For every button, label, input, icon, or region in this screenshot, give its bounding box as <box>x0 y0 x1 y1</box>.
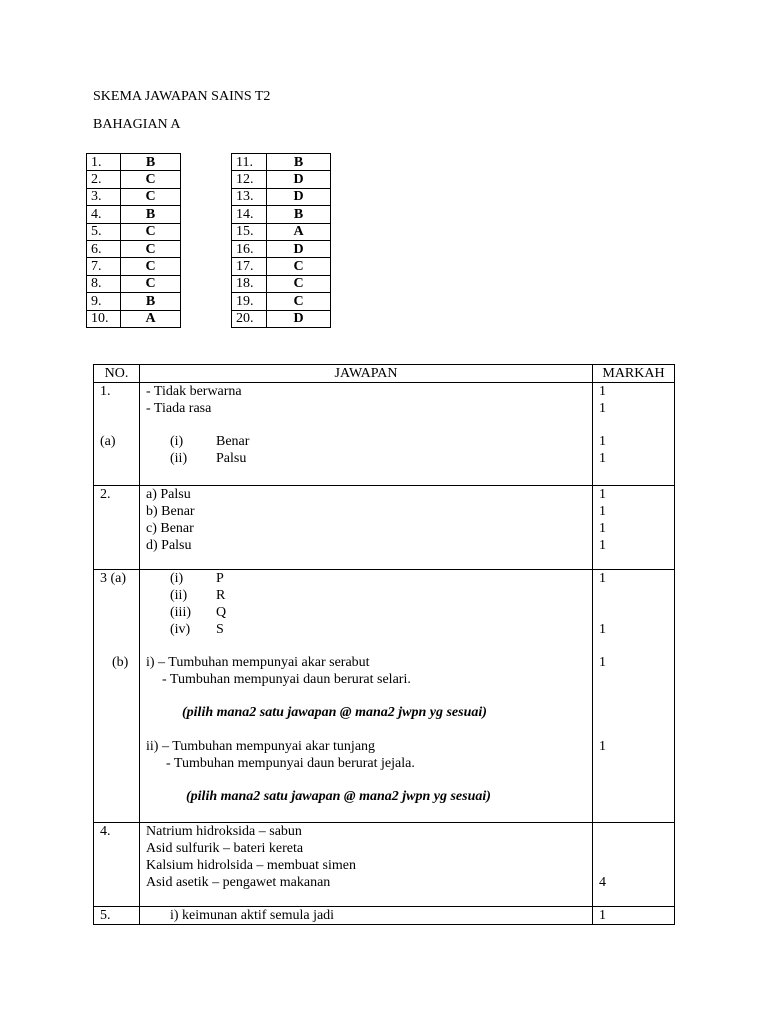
mcq-row <box>232 171 331 188</box>
mcq-answer-table-right <box>231 153 331 328</box>
mcq-row <box>87 171 181 188</box>
q3-note-2: (pilih mana2 satu jawapan @ mana2 jwpn yg sesuai) <box>186 789 491 804</box>
table-row-q2 <box>94 486 675 570</box>
header-marks: MARKAH <box>593 365 675 383</box>
mcq-row <box>87 275 181 292</box>
mcq-answer-letter: A <box>267 223 331 240</box>
mcq-row <box>87 240 181 257</box>
q4-line-3: Kalsium hidrolsida – membuat simen <box>146 858 356 873</box>
q3-mark-3: 1 <box>599 655 606 670</box>
mcq-row <box>232 240 331 257</box>
mcq-row <box>87 310 181 327</box>
q3-a-ii-answer: R <box>216 588 226 603</box>
q3-a-iv-answer: S <box>216 622 224 637</box>
mcq-row <box>232 293 331 310</box>
mcq-question-number: 10. <box>87 310 121 327</box>
q3-a-iv-label: (iv) <box>170 622 191 637</box>
mcq-question-number: 3. <box>87 188 121 205</box>
mcq-question-number: 4. <box>87 206 121 223</box>
q1-sub-a: (a) <box>100 434 116 449</box>
mcq-answer-letter: C <box>267 258 331 275</box>
header-answer: JAWAPAN <box>140 365 593 383</box>
mcq-answer-letter: C <box>121 275 181 292</box>
mcq-question-number: 12. <box>232 171 267 188</box>
mcq-answer-letter: C <box>121 240 181 257</box>
mcq-row <box>232 154 331 171</box>
q3-note-1: (pilih mana2 satu jawapan @ mana2 jwpn yg sesuai) <box>182 705 487 720</box>
q2-line-a: a) Palsu <box>146 487 191 502</box>
q3-a-i-label: (i) <box>170 571 184 586</box>
mcq-row <box>232 310 331 327</box>
q2-number: 2. <box>100 487 111 502</box>
q2-mark-4: 1 <box>599 538 606 553</box>
mcq-question-number: 17. <box>232 258 267 275</box>
q3-a-ii-label: (ii) <box>170 588 188 603</box>
q1-mark-2: 1 <box>599 401 606 416</box>
q3-a-iii-label: (iii) <box>170 605 191 620</box>
mcq-row <box>87 206 181 223</box>
section-heading: BAHAGIAN A <box>93 117 181 132</box>
table-row-q4 <box>94 823 675 907</box>
q1-mark-4: 1 <box>599 451 606 466</box>
mcq-row <box>232 258 331 275</box>
q3-b-ii-line-2: - Tumbuhan mempunyai daun berurat jejala. <box>166 756 415 771</box>
q3-mark-1: 1 <box>599 571 606 586</box>
q3-b-ii-line-1: ii) – Tumbuhan mempunyai akar tunjang <box>146 739 376 754</box>
mcq-answer-letter: D <box>267 310 331 327</box>
mcq-question-number: 16. <box>232 240 267 257</box>
mcq-row <box>232 223 331 240</box>
mcq-row <box>87 258 181 275</box>
answer-scheme-table <box>93 364 675 925</box>
mcq-answer-letter: D <box>267 188 331 205</box>
mcq-answer-table-left <box>86 153 181 328</box>
document-title: SKEMA JAWAPAN SAINS T2 <box>93 89 271 104</box>
q2-mark-3: 1 <box>599 521 606 536</box>
mcq-row <box>232 275 331 292</box>
mcq-question-number: 2. <box>87 171 121 188</box>
q2-line-c: c) Benar <box>146 521 194 536</box>
mcq-row <box>87 154 181 171</box>
mcq-answer-letter: C <box>121 171 181 188</box>
mcq-question-number: 18. <box>232 275 267 292</box>
mcq-answer-letter: B <box>267 154 331 171</box>
q3-a-iii-answer: Q <box>216 605 227 620</box>
mcq-question-number: 5. <box>87 223 121 240</box>
q3-b-i-line-1: i) – Tumbuhan mempunyai akar serabut <box>146 655 370 670</box>
q2-line-d: d) Palsu <box>146 538 192 553</box>
mcq-question-number: 11. <box>232 154 267 171</box>
q2-line-b: b) Benar <box>146 504 195 519</box>
q4-line-4: Asid asetik – pengawet makanan <box>146 875 331 890</box>
mcq-question-number: 14. <box>232 206 267 223</box>
q1-number: 1. <box>100 384 111 399</box>
q1-a-i-label: (i) <box>170 434 184 449</box>
mcq-question-number: 19. <box>232 293 267 310</box>
q5-line-1: i) keimunan aktif semula jadi <box>170 908 335 923</box>
mcq-answer-letter: C <box>267 293 331 310</box>
q3-mark-2: 1 <box>599 622 606 637</box>
table-row-q3 <box>94 570 675 823</box>
mcq-question-number: 7. <box>87 258 121 275</box>
mcq-answer-letter: D <box>267 240 331 257</box>
mcq-answer-letter: C <box>121 188 181 205</box>
q4-line-1: Natrium hidroksida – sabun <box>146 824 302 839</box>
q4-line-2: Asid sulfurik – bateri kereta <box>146 841 304 856</box>
mcq-answer-letter: B <box>121 206 181 223</box>
q1-a-ii-answer: Palsu <box>216 451 247 466</box>
table-row-q1 <box>94 383 675 486</box>
q2-mark-2: 1 <box>599 504 606 519</box>
q3-mark-4: 1 <box>599 739 606 754</box>
mcq-row <box>87 188 181 205</box>
mcq-question-number: 6. <box>87 240 121 257</box>
mcq-question-number: 9. <box>87 293 121 310</box>
q5-mark: 1 <box>599 908 606 923</box>
header-no: NO. <box>94 365 140 383</box>
mcq-answer-letter: C <box>121 223 181 240</box>
mcq-row <box>87 223 181 240</box>
q1-mark-3: 1 <box>599 434 606 449</box>
q3-number: 3 (a) <box>100 571 127 586</box>
table-row-q5 <box>94 907 675 925</box>
q1-a-ii-label: (ii) <box>170 451 188 466</box>
mcq-question-number: 1. <box>87 154 121 171</box>
mcq-answer-letter: C <box>121 258 181 275</box>
q4-number: 4. <box>100 824 111 839</box>
mcq-question-number: 15. <box>232 223 267 240</box>
mcq-row <box>87 293 181 310</box>
q3-a-i-answer: P <box>216 571 224 586</box>
q1-line-1: - Tidak berwarna <box>146 384 242 399</box>
q3-b-i-line-2: - Tumbuhan mempunyai daun berurat selari. <box>162 672 411 687</box>
mcq-answer-letter: C <box>267 275 331 292</box>
q4-mark: 4 <box>599 875 606 890</box>
q1-line-2: - Tiada rasa <box>146 401 212 416</box>
mcq-question-number: 20. <box>232 310 267 327</box>
mcq-answer-letter: B <box>121 154 181 171</box>
table-header-row <box>94 365 675 383</box>
mcq-question-number: 8. <box>87 275 121 292</box>
q3-sub-b: (b) <box>112 655 129 670</box>
mcq-row <box>232 188 331 205</box>
mcq-answer-letter: B <box>121 293 181 310</box>
mcq-row <box>232 206 331 223</box>
q2-mark-1: 1 <box>599 487 606 502</box>
q5-number: 5. <box>100 908 111 923</box>
mcq-question-number: 13. <box>232 188 267 205</box>
q1-a-i-answer: Benar <box>216 434 250 449</box>
mcq-answer-letter: D <box>267 171 331 188</box>
q1-mark-1: 1 <box>599 384 606 399</box>
mcq-answer-letter: A <box>121 310 181 327</box>
mcq-answer-letter: B <box>267 206 331 223</box>
